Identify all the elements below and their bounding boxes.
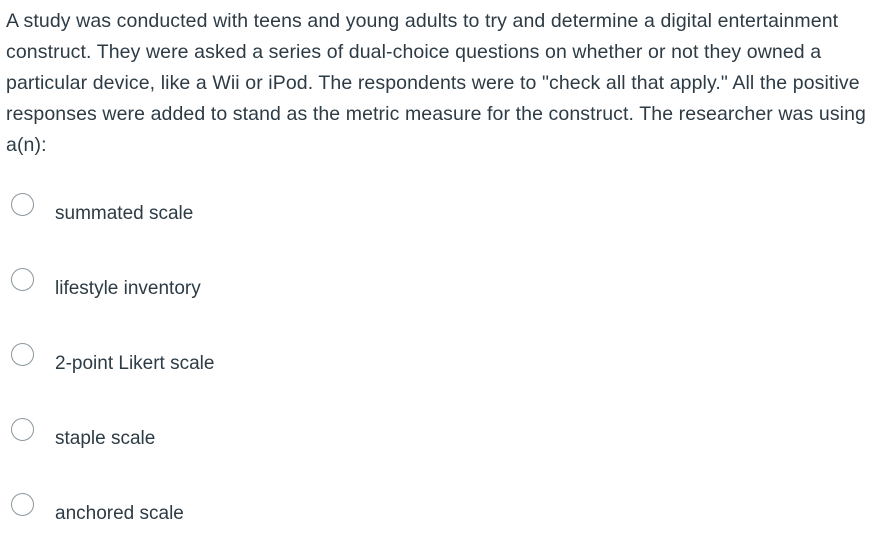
radio-button[interactable] (11, 418, 34, 441)
answer-label[interactable]: anchored scale (55, 503, 184, 524)
answer-option-summated-scale[interactable] (0, 180, 883, 255)
answer-label[interactable]: summated scale (55, 203, 194, 224)
answer-option-2-point-likert-scale[interactable] (0, 330, 883, 405)
answer-option-staple-scale[interactable] (0, 405, 883, 480)
answer-label[interactable]: staple scale (55, 428, 156, 449)
radio-button[interactable] (11, 193, 34, 216)
answer-label[interactable]: 2-point Likert scale (55, 353, 215, 374)
radio-button[interactable] (11, 343, 34, 366)
answer-label[interactable]: lifestyle inventory (55, 278, 201, 299)
radio-button[interactable] (11, 493, 34, 516)
radio-button[interactable] (11, 268, 34, 291)
question-text: A study was conducted with teens and young adults to try and determine a digital entertainment construct. They were asked a series of dual-choice questions on whether or not they owned a particular device, like a Wii or iPod. The respondents were to "check all that apply." All the positive responses were added to stand as the metric measure for the construct. The researcher was using a(n): (6, 10, 866, 156)
answer-list (0, 180, 883, 555)
answer-option-lifestyle-inventory[interactable] (0, 255, 883, 330)
answer-option-anchored-scale[interactable] (0, 480, 883, 555)
